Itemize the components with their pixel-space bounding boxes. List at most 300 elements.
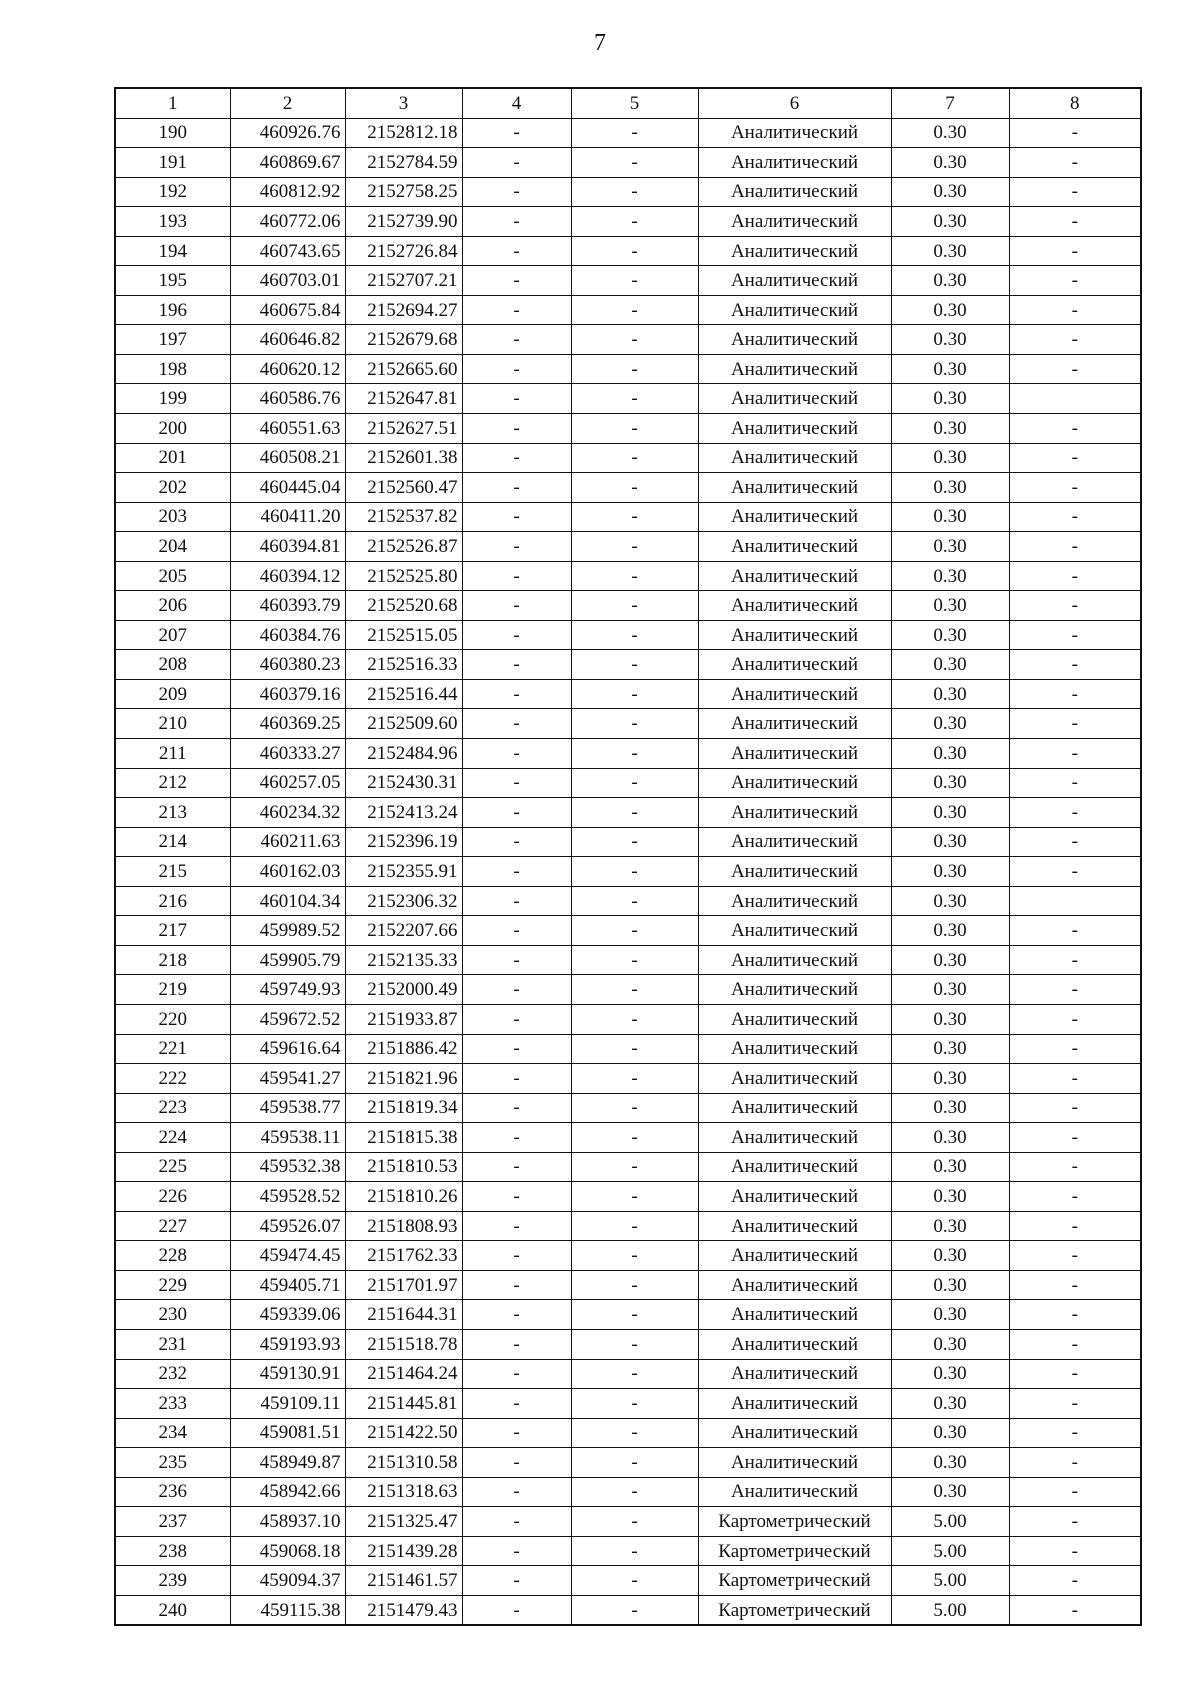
table-cell-col-8: - bbox=[1009, 1093, 1141, 1123]
table-cell-col-5: - bbox=[571, 354, 698, 384]
table-cell-col-1: 197 bbox=[115, 325, 230, 355]
table-cell-col-4: - bbox=[462, 916, 571, 946]
table-cell-col-1: 207 bbox=[115, 620, 230, 650]
column-header-2: 2 bbox=[230, 88, 345, 118]
table-cell-col-6: Аналитический bbox=[698, 945, 891, 975]
table-cell-col-2: 459474.45 bbox=[230, 1241, 345, 1271]
table-cell-col-8: - bbox=[1009, 502, 1141, 532]
table-cell-col-2: 460703.01 bbox=[230, 266, 345, 296]
table-cell-col-7: 5.00 bbox=[891, 1566, 1009, 1596]
table-row bbox=[115, 1093, 1141, 1123]
table-row bbox=[115, 679, 1141, 709]
table-cell-col-8: - bbox=[1009, 236, 1141, 266]
table-cell-col-7: 0.30 bbox=[891, 886, 1009, 916]
table-cell-col-4: - bbox=[462, 1270, 571, 1300]
table-cell-col-4: - bbox=[462, 650, 571, 680]
table-row bbox=[115, 886, 1141, 916]
table-row bbox=[115, 384, 1141, 414]
column-header-6: 6 bbox=[698, 88, 891, 118]
table-cell-col-7: 0.30 bbox=[891, 325, 1009, 355]
table-cell-col-5: - bbox=[571, 739, 698, 769]
table-cell-col-1: 214 bbox=[115, 827, 230, 857]
table-row bbox=[115, 945, 1141, 975]
table-cell-col-1: 235 bbox=[115, 1448, 230, 1478]
table-cell-col-6: Аналитический bbox=[698, 473, 891, 503]
table-cell-col-7: 0.30 bbox=[891, 295, 1009, 325]
table-cell-col-8: - bbox=[1009, 857, 1141, 887]
table-cell-col-8: - bbox=[1009, 1270, 1141, 1300]
table-cell-col-7: 0.30 bbox=[891, 945, 1009, 975]
table-cell-col-1: 219 bbox=[115, 975, 230, 1005]
table-cell-col-6: Картометрический bbox=[698, 1507, 891, 1537]
table-cell-col-8: - bbox=[1009, 975, 1141, 1005]
table-cell-col-7: 0.30 bbox=[891, 1064, 1009, 1094]
table-cell-col-3: 2152726.84 bbox=[345, 236, 462, 266]
table-cell-col-2: 459094.37 bbox=[230, 1566, 345, 1596]
table-cell-col-2: 460551.63 bbox=[230, 414, 345, 444]
table-row bbox=[115, 1270, 1141, 1300]
table-cell-col-5: - bbox=[571, 827, 698, 857]
table-cell-col-7: 0.30 bbox=[891, 414, 1009, 444]
table-cell-col-5: - bbox=[571, 207, 698, 237]
table-cell-col-5: - bbox=[571, 1477, 698, 1507]
table-cell-col-4: - bbox=[462, 1566, 571, 1596]
table-cell-col-5: - bbox=[571, 620, 698, 650]
table-cell-col-7: 0.30 bbox=[891, 709, 1009, 739]
table-cell-col-4: - bbox=[462, 1507, 571, 1537]
table-cell-col-3: 2152516.33 bbox=[345, 650, 462, 680]
table-cell-col-5: - bbox=[571, 1123, 698, 1153]
table-cell-col-7: 0.30 bbox=[891, 473, 1009, 503]
table-row bbox=[115, 1566, 1141, 1596]
table-cell-col-6: Аналитический bbox=[698, 414, 891, 444]
table-cell-col-8: - bbox=[1009, 916, 1141, 946]
table-cell-col-1: 192 bbox=[115, 177, 230, 207]
table-cell-col-2: 458949.87 bbox=[230, 1448, 345, 1478]
table-cell-col-2: 460379.16 bbox=[230, 679, 345, 709]
table-cell-col-7: 0.30 bbox=[891, 118, 1009, 148]
table-cell-col-2: 459109.11 bbox=[230, 1389, 345, 1419]
table-cell-col-8: - bbox=[1009, 354, 1141, 384]
table-cell-col-4: - bbox=[462, 1123, 571, 1153]
table-cell-col-5: - bbox=[571, 857, 698, 887]
table-cell-col-2: 460869.67 bbox=[230, 148, 345, 178]
table-cell-col-2: 459905.79 bbox=[230, 945, 345, 975]
table-row bbox=[115, 1389, 1141, 1419]
table-cell-col-7: 0.30 bbox=[891, 561, 1009, 591]
table-cell-col-8 bbox=[1009, 384, 1141, 414]
table-cell-col-3: 2151933.87 bbox=[345, 1004, 462, 1034]
table-cell-col-7: 0.30 bbox=[891, 768, 1009, 798]
table-cell-col-4: - bbox=[462, 384, 571, 414]
table-cell-col-1: 240 bbox=[115, 1595, 230, 1625]
table-cell-col-4: - bbox=[462, 266, 571, 296]
table-cell-col-5: - bbox=[571, 1359, 698, 1389]
table-row bbox=[115, 1300, 1141, 1330]
table-cell-col-1: 213 bbox=[115, 798, 230, 828]
table-cell-col-1: 229 bbox=[115, 1270, 230, 1300]
table-cell-col-4: - bbox=[462, 1004, 571, 1034]
table-cell-col-2: 459616.64 bbox=[230, 1034, 345, 1064]
table-cell-col-1: 227 bbox=[115, 1211, 230, 1241]
table-cell-col-1: 215 bbox=[115, 857, 230, 887]
table-row bbox=[115, 1034, 1141, 1064]
table-cell-col-6: Картометрический bbox=[698, 1595, 891, 1625]
table-cell-col-4: - bbox=[462, 945, 571, 975]
table-cell-col-1: 236 bbox=[115, 1477, 230, 1507]
table-cell-col-3: 2151325.47 bbox=[345, 1507, 462, 1537]
table-cell-col-4: - bbox=[462, 1152, 571, 1182]
table-cell-col-6: Аналитический bbox=[698, 1270, 891, 1300]
table-row bbox=[115, 739, 1141, 769]
table-cell-col-7: 0.30 bbox=[891, 443, 1009, 473]
table-cell-col-7: 0.30 bbox=[891, 1477, 1009, 1507]
column-header-8: 8 bbox=[1009, 88, 1141, 118]
table-cell-col-7: 0.30 bbox=[891, 354, 1009, 384]
table-cell-col-6: Картометрический bbox=[698, 1566, 891, 1596]
table-cell-col-1: 230 bbox=[115, 1300, 230, 1330]
table-cell-col-3: 2152430.31 bbox=[345, 768, 462, 798]
table-cell-col-4: - bbox=[462, 1064, 571, 1094]
table-cell-col-6: Аналитический bbox=[698, 118, 891, 148]
table-cell-col-8: - bbox=[1009, 561, 1141, 591]
column-header-5: 5 bbox=[571, 88, 698, 118]
table-row bbox=[115, 1507, 1141, 1537]
table-cell-col-8: - bbox=[1009, 768, 1141, 798]
table-row bbox=[115, 118, 1141, 148]
table-cell-col-4: - bbox=[462, 443, 571, 473]
table-cell-col-1: 204 bbox=[115, 532, 230, 562]
table-cell-col-1: 194 bbox=[115, 236, 230, 266]
table-row bbox=[115, 975, 1141, 1005]
table-cell-col-4: - bbox=[462, 857, 571, 887]
table-cell-col-4: - bbox=[462, 148, 571, 178]
table-cell-col-3: 2152396.19 bbox=[345, 827, 462, 857]
table-cell-col-4: - bbox=[462, 236, 571, 266]
table-cell-col-6: Аналитический bbox=[698, 1064, 891, 1094]
table-cell-col-8: - bbox=[1009, 709, 1141, 739]
table-cell-col-5: - bbox=[571, 1595, 698, 1625]
table-cell-col-7: 0.30 bbox=[891, 1004, 1009, 1034]
table-cell-col-6: Аналитический bbox=[698, 266, 891, 296]
table-cell-col-5: - bbox=[571, 266, 698, 296]
table-cell-col-7: 0.30 bbox=[891, 739, 1009, 769]
coordinates-table bbox=[114, 87, 1142, 1626]
table-cell-col-7: 0.30 bbox=[891, 620, 1009, 650]
table-cell-col-5: - bbox=[571, 1389, 698, 1419]
table-cell-col-1: 191 bbox=[115, 148, 230, 178]
table-cell-col-7: 0.30 bbox=[891, 1300, 1009, 1330]
table-cell-col-5: - bbox=[571, 1241, 698, 1271]
table-cell-col-3: 2151422.50 bbox=[345, 1418, 462, 1448]
table-cell-col-5: - bbox=[571, 1211, 698, 1241]
table-row bbox=[115, 443, 1141, 473]
table-cell-col-3: 2151644.31 bbox=[345, 1300, 462, 1330]
table-row bbox=[115, 620, 1141, 650]
table-cell-col-8: - bbox=[1009, 1004, 1141, 1034]
column-header-1: 1 bbox=[115, 88, 230, 118]
table-cell-col-3: 2151808.93 bbox=[345, 1211, 462, 1241]
table-cell-col-8: - bbox=[1009, 1448, 1141, 1478]
table-cell-col-6: Аналитический bbox=[698, 827, 891, 857]
table-cell-col-2: 459538.77 bbox=[230, 1093, 345, 1123]
table-cell-col-5: - bbox=[571, 1418, 698, 1448]
table-cell-col-1: 222 bbox=[115, 1064, 230, 1094]
table-cell-col-2: 459526.07 bbox=[230, 1211, 345, 1241]
table-cell-col-5: - bbox=[571, 1182, 698, 1212]
table-cell-col-5: - bbox=[571, 591, 698, 621]
table-cell-col-4: - bbox=[462, 620, 571, 650]
table-cell-col-2: 459130.91 bbox=[230, 1359, 345, 1389]
table-cell-col-5: - bbox=[571, 1064, 698, 1094]
table-body bbox=[115, 118, 1141, 1625]
table-cell-col-7: 0.30 bbox=[891, 916, 1009, 946]
table-cell-col-8: - bbox=[1009, 945, 1141, 975]
table-cell-col-3: 2152515.05 bbox=[345, 620, 462, 650]
table-cell-col-3: 2152707.21 bbox=[345, 266, 462, 296]
table-cell-col-5: - bbox=[571, 118, 698, 148]
table-cell-col-5: - bbox=[571, 1448, 698, 1478]
table-cell-col-4: - bbox=[462, 798, 571, 828]
table-cell-col-7: 0.30 bbox=[891, 1211, 1009, 1241]
table-cell-col-5: - bbox=[571, 916, 698, 946]
table-cell-col-7: 5.00 bbox=[891, 1595, 1009, 1625]
table-row bbox=[115, 414, 1141, 444]
table-cell-col-2: 459068.18 bbox=[230, 1536, 345, 1566]
table-cell-col-6: Аналитический bbox=[698, 443, 891, 473]
table-cell-col-7: 0.30 bbox=[891, 798, 1009, 828]
table-cell-col-4: - bbox=[462, 1448, 571, 1478]
table-cell-col-5: - bbox=[571, 1536, 698, 1566]
table-cell-col-3: 2151819.34 bbox=[345, 1093, 462, 1123]
table-cell-col-2: 460445.04 bbox=[230, 473, 345, 503]
table-cell-col-2: 460394.81 bbox=[230, 532, 345, 562]
table-cell-col-2: 460162.03 bbox=[230, 857, 345, 887]
table-cell-col-7: 0.30 bbox=[891, 1093, 1009, 1123]
table-cell-col-1: 239 bbox=[115, 1566, 230, 1596]
table-cell-col-6: Аналитический bbox=[698, 857, 891, 887]
table-cell-col-7: 0.30 bbox=[891, 1034, 1009, 1064]
table-cell-col-5: - bbox=[571, 177, 698, 207]
table-cell-col-3: 2152560.47 bbox=[345, 473, 462, 503]
table-cell-col-8: - bbox=[1009, 1300, 1141, 1330]
table-cell-col-2: 458937.10 bbox=[230, 1507, 345, 1537]
table-cell-col-5: - bbox=[571, 650, 698, 680]
table-cell-col-2: 459672.52 bbox=[230, 1004, 345, 1034]
table-cell-col-2: 459193.93 bbox=[230, 1329, 345, 1359]
table-cell-col-1: 233 bbox=[115, 1389, 230, 1419]
table-cell-col-1: 210 bbox=[115, 709, 230, 739]
table-cell-col-2: 459538.11 bbox=[230, 1123, 345, 1153]
table-cell-col-1: 237 bbox=[115, 1507, 230, 1537]
table-cell-col-4: - bbox=[462, 118, 571, 148]
table-row bbox=[115, 295, 1141, 325]
table-cell-col-8: - bbox=[1009, 118, 1141, 148]
table-cell-col-2: 460211.63 bbox=[230, 827, 345, 857]
table-cell-col-8: - bbox=[1009, 1536, 1141, 1566]
table-row bbox=[115, 325, 1141, 355]
table-cell-col-7: 0.30 bbox=[891, 1270, 1009, 1300]
table-cell-col-2: 459989.52 bbox=[230, 916, 345, 946]
table-cell-col-3: 2151821.96 bbox=[345, 1064, 462, 1094]
table-cell-col-2: 460380.23 bbox=[230, 650, 345, 680]
table-cell-col-8: - bbox=[1009, 591, 1141, 621]
table-cell-col-1: 216 bbox=[115, 886, 230, 916]
table-cell-col-8: - bbox=[1009, 679, 1141, 709]
table-cell-col-1: 226 bbox=[115, 1182, 230, 1212]
table-cell-col-4: - bbox=[462, 532, 571, 562]
table-row bbox=[115, 266, 1141, 296]
table-cell-col-5: - bbox=[571, 1093, 698, 1123]
table-cell-col-1: 211 bbox=[115, 739, 230, 769]
table-cell-col-3: 2152537.82 bbox=[345, 502, 462, 532]
table-cell-col-3: 2152601.38 bbox=[345, 443, 462, 473]
table-cell-col-5: - bbox=[571, 236, 698, 266]
table-cell-col-1: 231 bbox=[115, 1329, 230, 1359]
table-row bbox=[115, 1152, 1141, 1182]
table-row bbox=[115, 1329, 1141, 1359]
table-cell-col-2: 459532.38 bbox=[230, 1152, 345, 1182]
table-cell-col-1: 218 bbox=[115, 945, 230, 975]
table-cell-col-8: - bbox=[1009, 1064, 1141, 1094]
table-cell-col-3: 2151762.33 bbox=[345, 1241, 462, 1271]
table-cell-col-5: - bbox=[571, 975, 698, 1005]
table-cell-col-2: 460586.76 bbox=[230, 384, 345, 414]
table-cell-col-5: - bbox=[571, 148, 698, 178]
table-row bbox=[115, 532, 1141, 562]
table-cell-col-6: Аналитический bbox=[698, 1211, 891, 1241]
table-cell-col-2: 460384.76 bbox=[230, 620, 345, 650]
table-row bbox=[115, 650, 1141, 680]
table-cell-col-1: 202 bbox=[115, 473, 230, 503]
table-cell-col-7: 0.30 bbox=[891, 1123, 1009, 1153]
table-cell-col-6: Аналитический bbox=[698, 1329, 891, 1359]
table-cell-col-2: 459115.38 bbox=[230, 1595, 345, 1625]
table-cell-col-5: - bbox=[571, 798, 698, 828]
table-cell-col-3: 2152679.68 bbox=[345, 325, 462, 355]
table-cell-col-3: 2152355.91 bbox=[345, 857, 462, 887]
table-cell-col-3: 2152516.44 bbox=[345, 679, 462, 709]
table-cell-col-7: 0.30 bbox=[891, 1329, 1009, 1359]
table-cell-col-2: 460104.34 bbox=[230, 886, 345, 916]
table-cell-col-8: - bbox=[1009, 1211, 1141, 1241]
table-cell-col-3: 2152484.96 bbox=[345, 739, 462, 769]
table-cell-col-3: 2151886.42 bbox=[345, 1034, 462, 1064]
table-cell-col-5: - bbox=[571, 561, 698, 591]
table-row bbox=[115, 591, 1141, 621]
table-row bbox=[115, 1536, 1141, 1566]
table-cell-col-2: 460369.25 bbox=[230, 709, 345, 739]
table-cell-col-1: 209 bbox=[115, 679, 230, 709]
table-cell-col-2: 460812.92 bbox=[230, 177, 345, 207]
table-cell-col-4: - bbox=[462, 1389, 571, 1419]
table-cell-col-3: 2152525.80 bbox=[345, 561, 462, 591]
table-cell-col-4: - bbox=[462, 1093, 571, 1123]
table-cell-col-2: 460393.79 bbox=[230, 591, 345, 621]
table-cell-col-3: 2152627.51 bbox=[345, 414, 462, 444]
table-cell-col-8: - bbox=[1009, 177, 1141, 207]
table-cell-col-8: - bbox=[1009, 532, 1141, 562]
table-cell-col-7: 0.30 bbox=[891, 266, 1009, 296]
table-cell-col-2: 460675.84 bbox=[230, 295, 345, 325]
table-cell-col-4: - bbox=[462, 325, 571, 355]
table-cell-col-7: 0.30 bbox=[891, 591, 1009, 621]
table-cell-col-5: - bbox=[571, 1507, 698, 1537]
table-cell-col-3: 2151461.57 bbox=[345, 1566, 462, 1596]
table-cell-col-6: Аналитический bbox=[698, 532, 891, 562]
table-cell-col-5: - bbox=[571, 502, 698, 532]
table-cell-col-8: - bbox=[1009, 1477, 1141, 1507]
column-header-7: 7 bbox=[891, 88, 1009, 118]
table-cell-col-4: - bbox=[462, 1034, 571, 1064]
table-cell-col-1: 205 bbox=[115, 561, 230, 591]
table-cell-col-6: Аналитический bbox=[698, 679, 891, 709]
table-cell-col-1: 225 bbox=[115, 1152, 230, 1182]
table-cell-col-7: 0.30 bbox=[891, 1448, 1009, 1478]
table-row bbox=[115, 1182, 1141, 1212]
table-cell-col-1: 223 bbox=[115, 1093, 230, 1123]
table-cell-col-3: 2152526.87 bbox=[345, 532, 462, 562]
table-cell-col-8: - bbox=[1009, 1507, 1141, 1537]
table-cell-col-6: Аналитический bbox=[698, 1359, 891, 1389]
table-cell-col-4: - bbox=[462, 1418, 571, 1448]
table-cell-col-3: 2151445.81 bbox=[345, 1389, 462, 1419]
table-cell-col-5: - bbox=[571, 1152, 698, 1182]
table-cell-col-1: 221 bbox=[115, 1034, 230, 1064]
table-cell-col-1: 195 bbox=[115, 266, 230, 296]
table-cell-col-7: 0.30 bbox=[891, 975, 1009, 1005]
table-cell-col-2: 460394.12 bbox=[230, 561, 345, 591]
table-cell-col-3: 2151518.78 bbox=[345, 1329, 462, 1359]
table-cell-col-5: - bbox=[571, 1566, 698, 1596]
table-cell-col-4: - bbox=[462, 177, 571, 207]
table-cell-col-2: 459405.71 bbox=[230, 1270, 345, 1300]
table-row bbox=[115, 148, 1141, 178]
table-cell-col-1: 228 bbox=[115, 1241, 230, 1271]
table-cell-col-8: - bbox=[1009, 1152, 1141, 1182]
table-cell-col-1: 198 bbox=[115, 354, 230, 384]
table-cell-col-7: 0.30 bbox=[891, 502, 1009, 532]
table-cell-col-4: - bbox=[462, 591, 571, 621]
table-cell-col-4: - bbox=[462, 679, 571, 709]
table-cell-col-8: - bbox=[1009, 620, 1141, 650]
table-cell-col-4: - bbox=[462, 886, 571, 916]
table-row bbox=[115, 1418, 1141, 1448]
table-row bbox=[115, 236, 1141, 266]
table-cell-col-5: - bbox=[571, 443, 698, 473]
table-cell-col-3: 2151439.28 bbox=[345, 1536, 462, 1566]
table-cell-col-2: 459081.51 bbox=[230, 1418, 345, 1448]
table-cell-col-1: 201 bbox=[115, 443, 230, 473]
table-cell-col-4: - bbox=[462, 1595, 571, 1625]
table-cell-col-7: 5.00 bbox=[891, 1507, 1009, 1537]
table-row bbox=[115, 177, 1141, 207]
column-header-3: 3 bbox=[345, 88, 462, 118]
table-cell-col-4: - bbox=[462, 1211, 571, 1241]
table-cell-col-8: - bbox=[1009, 414, 1141, 444]
table-cell-col-8: - bbox=[1009, 1182, 1141, 1212]
table-cell-col-6: Аналитический bbox=[698, 1004, 891, 1034]
table-cell-col-7: 0.30 bbox=[891, 1418, 1009, 1448]
table-row bbox=[115, 207, 1141, 237]
table-row bbox=[115, 1241, 1141, 1271]
table-cell-col-2: 460743.65 bbox=[230, 236, 345, 266]
table-cell-col-1: 208 bbox=[115, 650, 230, 680]
table-cell-col-6: Аналитический bbox=[698, 975, 891, 1005]
table-cell-col-8: - bbox=[1009, 1034, 1141, 1064]
table-cell-col-7: 0.30 bbox=[891, 1182, 1009, 1212]
table-cell-col-5: - bbox=[571, 325, 698, 355]
